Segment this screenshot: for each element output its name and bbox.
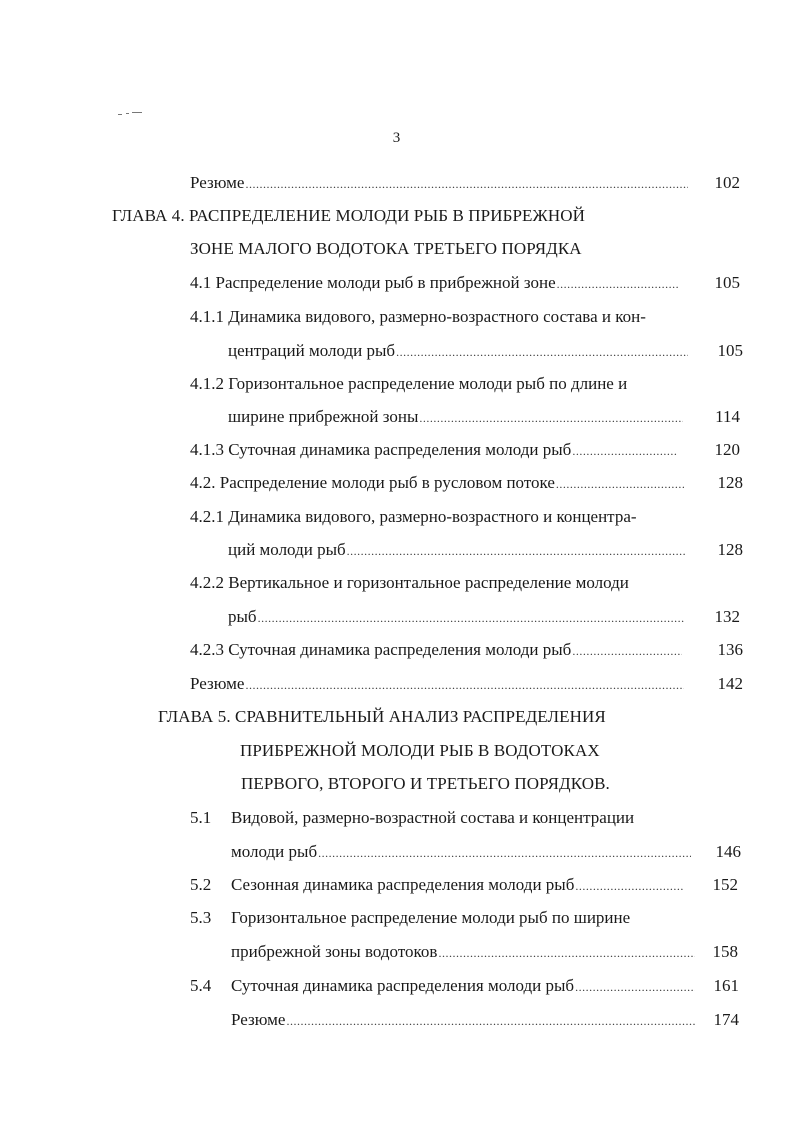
toc-page-number: 102	[714, 173, 740, 192]
dot-leader	[572, 640, 682, 662]
toc-entry-resume	[190, 172, 688, 194]
toc-entry-4-1-2: 4.1.2 Горизонтальное распределение молоди рыб по длине и	[190, 374, 628, 393]
toc-entry-label: 4.2.3 Суточная динамика распределения молоди рыб	[190, 640, 572, 659]
toc-page-number: 146	[715, 842, 741, 861]
toc-entry-5-3-cont	[231, 941, 695, 963]
toc-entry-label: рыб	[228, 607, 257, 626]
dot-leader	[575, 976, 695, 998]
toc-entry-label: 4.2. Распределение молоди рыб в русловом потоке	[190, 473, 555, 492]
toc-page-number: 158	[712, 942, 738, 961]
toc-entry-num: 5.4	[190, 976, 212, 995]
dot-leader	[419, 407, 683, 429]
toc-entry-label: 4.1 Распределение молоди рыб в прибрежной зоне	[190, 273, 556, 292]
toc-page-number: 174	[713, 1010, 739, 1029]
toc-entry-5-3: Горизонтальное распределение молоди рыб по ширине	[231, 908, 631, 927]
chapter-heading: ГЛАВА 5. СРАВНИТЕЛЬНЫЙ АНАЛИЗ РАСПРЕДЕЛЕНИЯ	[158, 707, 606, 726]
toc-entry-4-2-2-cont	[228, 606, 684, 628]
toc-page-number: 142	[717, 674, 743, 693]
toc-entry-5-2	[231, 874, 683, 896]
toc-entry-label: Резюме	[231, 1010, 286, 1029]
toc-entry-label: ширине прибрежной зоны	[228, 407, 419, 426]
chapter-heading-cont: ПЕРВОГО, ВТОРОГО И ТРЕТЬЕГО ПОРЯДКОВ.	[241, 774, 610, 793]
toc-entry-4-2	[190, 472, 684, 494]
toc-entry-label: 4.1.3 Суточная динамика распределения молоди рыб	[190, 440, 572, 459]
dot-leader	[557, 273, 678, 295]
toc-entry-label: ций молоди рыб	[228, 540, 346, 559]
dot-leader	[258, 607, 684, 629]
toc-page-number: 152	[712, 875, 738, 894]
dot-leader	[245, 173, 688, 195]
toc-entry-num: 5.1	[190, 808, 212, 827]
toc-page-number: 114	[715, 407, 740, 426]
toc-entry-4-1	[190, 272, 678, 294]
dot-leader	[438, 942, 695, 964]
toc-entry-resume	[190, 673, 684, 695]
toc-entry-label: прибрежной зоны водотоков	[231, 942, 438, 961]
chapter-heading-cont: ПРИБРЕЖНОЙ МОЛОДИ РЫБ В ВОДОТОКАХ	[240, 741, 600, 760]
toc-entry-label: Суточная динамика распределения молоди рыб	[231, 976, 575, 995]
toc-entry-label: центраций молоди рыб	[228, 341, 396, 360]
dot-leader	[575, 875, 683, 897]
toc-page-number: 120	[714, 440, 740, 459]
toc-entry-label: Резюме	[190, 674, 245, 693]
page-number: 3	[392, 130, 401, 146]
dot-leader	[318, 842, 691, 864]
toc-entry-label: молоди рыб	[231, 842, 318, 861]
toc-entry-4-1-1-cont	[228, 340, 688, 362]
toc-entry-label: Сезонная динамика распределения молоди рыб	[231, 875, 575, 894]
toc-page-number: 161	[713, 976, 739, 995]
toc-page-number: 136	[717, 640, 743, 659]
scan-artifact	[118, 112, 144, 116]
toc-entry-5-1-cont	[231, 841, 691, 863]
dot-leader	[572, 440, 678, 462]
toc-entry-4-2-3	[190, 639, 682, 661]
toc-page-number: 132	[714, 607, 740, 626]
toc-page-number: 128	[717, 473, 743, 492]
dot-leader	[396, 341, 688, 363]
chapter-heading: ГЛАВА 4. РАСПРЕДЕЛЕНИЕ МОЛОДИ РЫБ В ПРИБРЕЖНОЙ	[112, 206, 585, 225]
toc-entry-4-1-1: 4.1.1 Динамика видового, размерно-возрастного состава и кон-	[190, 307, 646, 326]
toc-entry-4-2-2: 4.2.2 Вертикальное и горизонтальное распределение молоди	[190, 573, 629, 592]
toc-page-number: 128	[717, 540, 743, 559]
toc-page-number: 105	[717, 341, 743, 360]
toc-entry-4-1-3	[190, 439, 678, 461]
toc-entry-label: Резюме	[190, 173, 245, 192]
dot-leader	[245, 674, 684, 696]
dot-leader	[347, 540, 686, 562]
toc-page-number: 105	[714, 273, 740, 292]
toc-entry-4-2-1-cont	[228, 539, 686, 561]
toc-entry-5-1: Видовой, размерно-возрастной состава и концентрации	[231, 808, 635, 827]
dot-leader	[556, 473, 684, 495]
chapter-heading-cont: ЗОНЕ МАЛОГО ВОДОТОКА ТРЕТЬЕГО ПОРЯДКА	[190, 239, 582, 258]
toc-entry-4-1-2-cont	[228, 406, 683, 428]
toc-entry-4-2-1: 4.2.1 Динамика видового, размерно-возрастного и концентра-	[190, 507, 637, 526]
toc-entry-num: 5.3	[190, 908, 212, 927]
toc-entry-num: 5.2	[190, 875, 212, 894]
toc-entry-5-4	[231, 975, 695, 997]
dot-leader	[286, 1010, 695, 1032]
toc-entry-resume	[231, 1009, 695, 1031]
